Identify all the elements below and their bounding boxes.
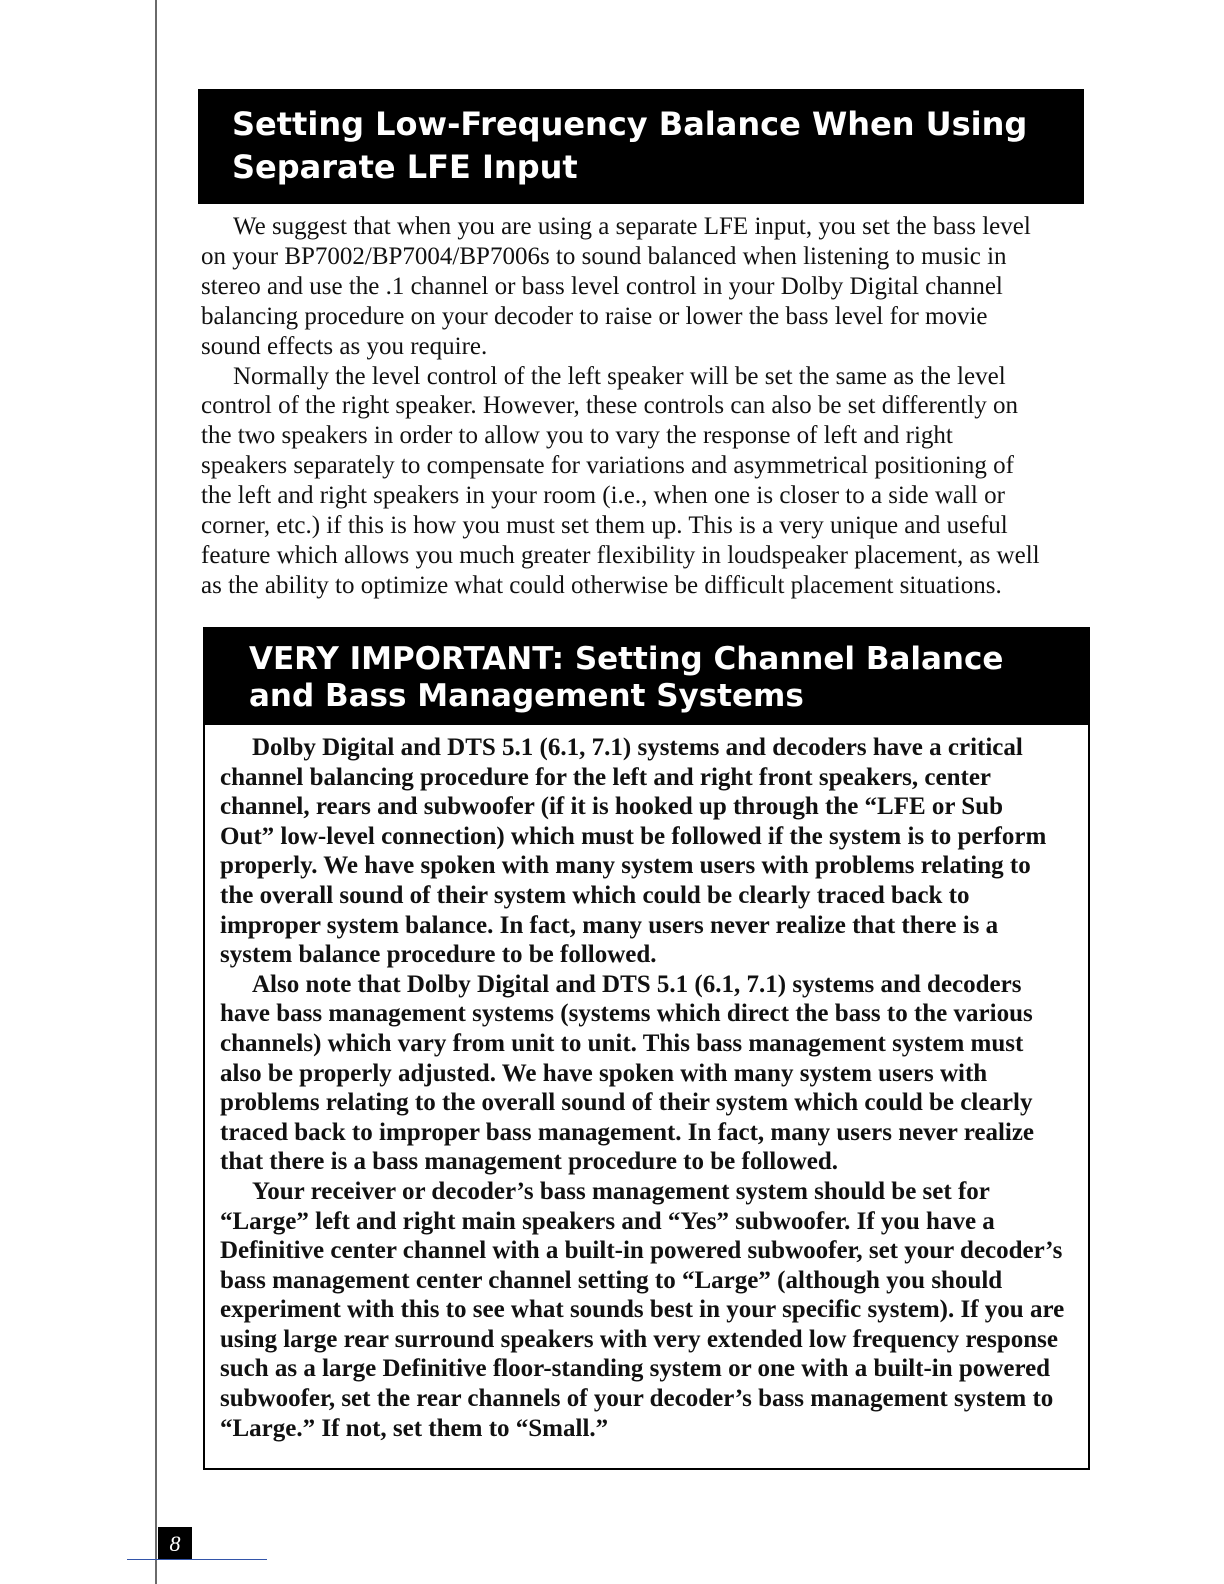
section-heading-lfe-balance [198,89,1084,204]
text-line: channels) which vary from unit to unit. This bass management system must [220,1029,1024,1057]
text-line: Out” low-level connection) which must be followed if the system is to perform [220,822,1047,850]
text-line: such as a large Definitive floor-standing system or one with a built-in powered [220,1355,1051,1383]
text-line: on your BP7002/BP7004/BP7006s to sound balanced when listening to music in [201,242,1007,270]
text-line: feature which allows you much greater flexibility in loudspeaker placement, as well [201,541,1040,569]
section-body-lfe-balance [201,212,1083,601]
text-line: subwoofer, set the rear channels of your decoder’s bass management system to [220,1385,1054,1413]
text-line: system balance procedure to be followed. [220,941,657,969]
heading-line: Separate LFE Input [232,148,578,186]
text-line: also be properly adjusted. We have spoken with many system users with [220,1059,988,1087]
paragraph-receiver-settings [220,1177,1080,1443]
text-line: sound effects as you require. [201,332,488,360]
text-line: channel, rears and subwoofer (if it is hooked up through the “LFE or Sub [220,793,1004,821]
paragraph-bass-level-suggestion [201,212,1083,362]
text-line: Also note that Dolby Digital and DTS 5.1 (6.1, 7.1) systems and decoders [252,970,1022,998]
heading-line: Setting Low-Frequency Balance When Using [232,105,1028,143]
text-line: speakers separately to compensate for variations and asymmetrical positioning of [201,452,1014,480]
page-number: 8 [158,1527,192,1560]
text-line: that there is a bass management procedure to be followed. [220,1148,839,1176]
heading-line: and Bass Management Systems [249,678,804,714]
text-line: the left and right speakers in your room (i.e., when one is closer to a side wall or [201,482,1005,510]
text-line: improper system balance. In fact, many users never realize that there is a [220,911,999,939]
text-line: balancing procedure on your decoder to raise or lower the bass level for movie [201,302,988,330]
text-line: bass management center channel setting to “Large” (although you should [220,1266,1003,1294]
footer-rule [127,1559,267,1560]
text-line: Dolby Digital and DTS 5.1 (6.1, 7.1) systems and decoders have a critical [252,734,1023,761]
heading-line: VERY IMPORTANT: Setting Channel Balance [249,641,1004,677]
text-line: corner, etc.) if this is how you must set them up. This is a very unique and useful [201,512,1008,540]
text-line: control of the right speaker. However, these controls can also be set differently on [201,392,1019,420]
section-body-very-important [220,733,1080,1443]
paragraph-channel-balancing [220,733,1080,970]
text-line: using large rear surround speakers with very extended low frequency response [220,1325,1058,1353]
paragraph-bass-management [220,970,1080,1177]
text-line: have bass management systems (systems which direct the bass to the various [220,1000,1033,1028]
page-margin-rule [155,0,157,1584]
text-line: Normally the level control of the left speaker will be set the same as the level [233,362,1006,390]
text-line: as the ability to optimize what could otherwise be difficult placement situations. [201,571,1002,599]
text-line: “Large” left and right main speakers and “Yes” subwoofer. If you have a [220,1207,995,1235]
text-line: traced back to improper bass management. In fact, many users never realize [220,1118,1035,1146]
text-line: stereo and use the .1 channel or bass level control in your Dolby Digital channel [201,272,1003,300]
text-line: the two speakers in order to allow you to vary the response of left and right [201,422,953,450]
text-line: Definitive center channel with a built-in powered subwoofer, set your decoder’s [220,1237,1063,1265]
section-heading-very-important [203,627,1088,725]
text-line: We suggest that when you are using a separate LFE input, you set the bass level [233,213,1031,240]
text-line: “Large.” If not, set them to “Small.” [220,1414,609,1442]
text-line: channel balancing procedure for the left and right front speakers, center [220,763,992,791]
text-line: properly. We have spoken with many system users with problems relating to [220,852,1031,880]
paragraph-level-control [201,362,1083,601]
text-line: experiment with this to see what sounds best in your specific system). If you are [220,1296,1065,1324]
text-line: Your receiver or decoder’s bass management system should be set for [252,1177,990,1205]
text-line: problems relating to the overall sound of their system which could be clearly [220,1089,1033,1117]
text-line: the overall sound of their system which could be clearly traced back to [220,881,970,909]
